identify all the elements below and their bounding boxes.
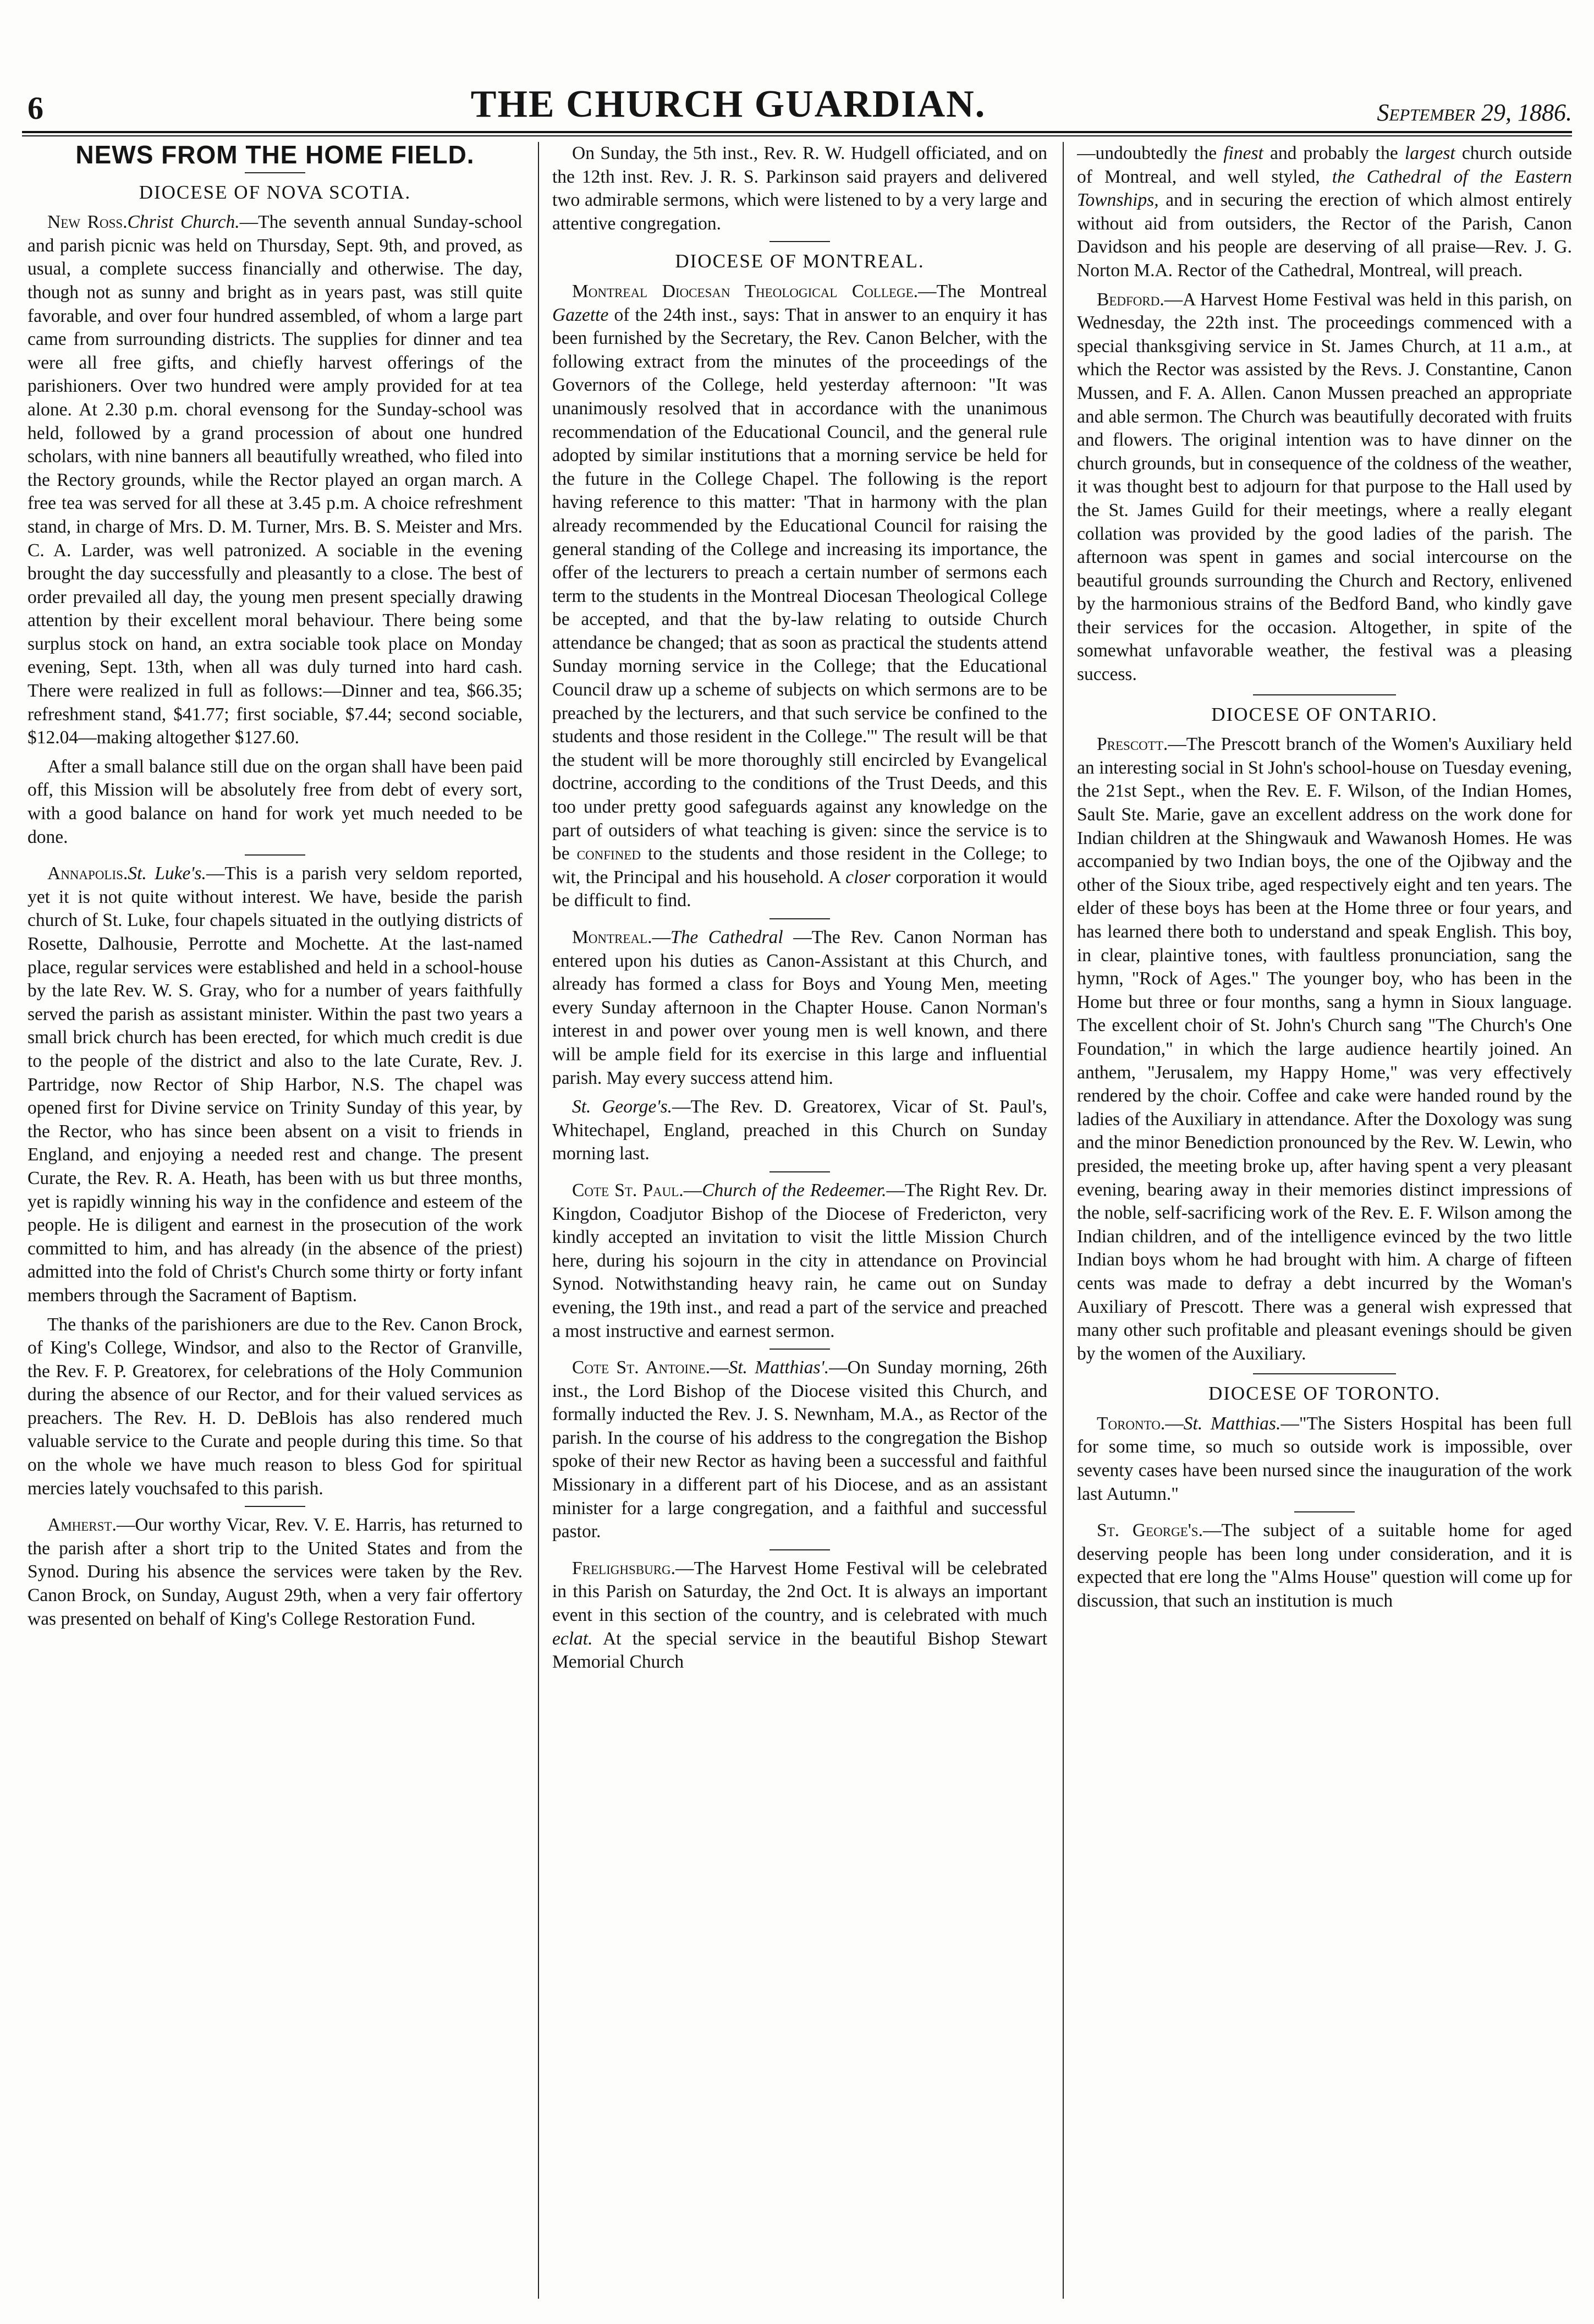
- article-rule: [769, 1549, 830, 1550]
- article-new-ross: [28, 211, 523, 750]
- masthead: [22, 65, 1572, 127]
- church-name: Church of the Redeemer.: [702, 1180, 887, 1201]
- place-name: New Ross.: [47, 212, 128, 233]
- diocese-heading-nova-scotia: DIOCESE OF NOVA SCOTIA.: [139, 181, 411, 203]
- column-3: [1077, 142, 1572, 2299]
- article-montreal-cathedral: Montreal.—The Cathedral —The Rev. Canon Norman has entered upon his duties as Canon-Assistant at this Church, and already has formed a class for Boys and Young Men, meeting every Sunday afternoon in the Chapter House. Canon Norman's interest in and power over young men is well known, and there will be ample field for its exercise in this large and influential parish. May every success attend him.: [552, 927, 1047, 1088]
- column-rule-1: [538, 142, 539, 2299]
- article-new-ross-continued: After a small balance still due on the organ shall have been paid off, this Mission will be absolutely free from debt of every sort, with a good balance on hand for work yet much needed to be done.: [28, 756, 523, 847]
- church-name: St. Luke's.: [128, 863, 206, 884]
- article-frelighsburg: Frelighsburg.—The Harvest Home Festival will be celebrated in this Parish on Saturday, the 2nd Oct. It is always an important event in this section of the country, and is celebrated with much eclat. At the special service in the beautiful Bishop Stewart Memorial Church: [552, 1558, 1047, 1673]
- article-rule: [769, 1171, 830, 1172]
- place-name: Cote St. Antoine.: [572, 1357, 710, 1378]
- place-name: Cote St. Paul.: [572, 1180, 684, 1201]
- paper-title: THE CHURCH GUARDIAN.: [470, 83, 986, 125]
- masthead-rule-thin: [22, 135, 1572, 136]
- place-name: Bedford.: [1097, 289, 1164, 310]
- place-name: Frelighsburg.: [572, 1558, 676, 1578]
- column-2: [552, 142, 1047, 2299]
- article-rule: [1253, 1373, 1396, 1374]
- masthead-rule: [22, 131, 1572, 133]
- place-name: Montreal.: [572, 927, 652, 947]
- article-text: —The seventh annual Sunday-school and parish picnic was held on Thursday, Sept. 9th, and proved, as usual, a complete success financially and otherwise. The day, though not as sunny and bright as in years past, was still quite favorable, and over four hundred assembled, of whom a large part came from surrounding districts. The supplies for dinner and tea were all free gifts, and chiefly harvest offerings of the parishioners. Over two hundred were amply provided for at tea alone. At 2.30 p.m. choral evensong for the Sunday-school was held, followed by a grand procession of about one hundred scholars, with nine banners all beautifully wreathed, who filed into the Rectory grounds, while the Rector played an organ march. A free tea was served for all these at 3.45 p.m. A choice refreshment stand, in charge of Mrs. D. M. Turner, Mrs. B. S. Meister and Mrs. C. A. Larder, was well patronized. A sociable in the evening brought the day successfully and pleasantly to a close. The best of order prevailed all day, the young men present specially drawing attention by their excellent moral behaviour. There being some surplus stock on hand, an extra sociable took place on Monday evening, Sept. 13th, when all was duly turned into hard cash. There were realized in full as follows:—Dinner and tea, $66.35; refreshment stand, $41.77; first sociable, $7.44; second sociable, $12.04—making altogether $127.60.: [28, 212, 523, 748]
- article-text: —This is a parish very seldom reported, yet it is not quite without interest. We have, beside the parish church of St. Luke, four chapels situated in the outlying districts of Rosette, Dalhousie, Perrotte and Mochette. At the last-named place, regular services were established and held in a school-house by the late Rev. W. S. Gray, who for a number of years faithfully served the parish as assistant minister. Within the past two years a small brick church has been erected, for which much credit is due to the people of the district and also to the late Curate, Rev. J. Partridge, now Rector of Ship Harbor, N.S. The chapel was opened first for Divine service on Trinity Sunday of this year, by the Rector, who has since been absent on a visit to friends in England, and enjoying a needed rest and change. The present Curate, the Rev. R. A. Heath, has been with us but three months, yet is rapidly winning his way in the confidence and esteem of the people. He is diligent and earnest in the prosecution of the work committed to him, and has already (in the absence of the priest) admitted into the fold of Christ's Church some thirty or forty infant members through the Sacrament of Baptism.: [28, 863, 523, 1306]
- article-bedford: [1077, 288, 1572, 687]
- article-text: —The Rev. Canon Norman has entered upon his duties as Canon-Assistant at this Church, and already has formed a class for Boys and Young Men, meeting every Sunday afternoon in the Chapter House. Canon Norman's interest in and power over young men is well known, and there will be ample field for its exercise in this large and influential parish. May every success attend him.: [552, 927, 1047, 1088]
- article-toronto: Toronto.—St. Matthias.—"The Sisters Hospital has been full for some time, so much so outside work is impossible, over seventy cases have been nursed since the inauguration of the work last Autumn.": [1077, 1413, 1572, 1504]
- diocese-heading-toronto: DIOCESE OF TORONTO.: [1208, 1383, 1441, 1405]
- article-st-georges-toronto: [1077, 1519, 1572, 1613]
- article-rule: [1294, 1511, 1355, 1512]
- article-text: —The Right Rev. Dr. Kingdon, Coadjutor Bishop of the Diocese of Fredericton, very kindly accepted an invitation to visit the little Mission Church here, during his sojourn in the city in attendance on Provincial Synod. Notwithstanding heavy rain, he came out on Sunday evening, the 19th inst., and read a part of the service and preached a most instructive and earnest sermon.: [552, 1180, 1047, 1341]
- article-text: —The Prescott branch of the Women's Auxiliary held an interesting social in St John's school-house on Tuesday evening, the 21st Sept., when the Rev. E. F. Wilson, of the Indian Homes, Sault Ste. Marie, gave an excellent address on the work done for Indian children at the Shingwauk and Wawanosh Homes. He was accompanied by two Indian boys, the one of the Ojibway and the other of the Sioux tribe, aged respectively eight and ten years. The elder of these boys has been at the Home three or four years, and has learned there both to understand and speak English. This boy, in clear, plaintive tones, with faultless pronunciation, sang the hymn, "Rock of Ages." The younger boy, who has been in the Home but three or four months, sang a hymn in Sioux language. The excellent choir of St. John's Church sang "The Church's One Foundation," in which the large audience heartily joined. An anthem, "Jerusalem, my Happy Home," was very effectively rendered by the choir. Coffee and cake were handed round by the ladies of the Auxiliary in attendance. After the Doxology was sung and the minor Benediction pronounced by the Rev. W. Lewin, who presided, the meeting broke up, after having spent a very pleasant evening, bearing away in their memories distinct impressions of the noble, self-sacrificing work of the Rev. E. F. Wilson among the Indian children, and of the intelligence evinced by the two little Indian boys whom he had brought with him. A charge of fifteen cents was made to defray a debt incurred by the Woman's Auxiliary of Prescott. There was a general wish expressed that many other such profitable and pleasant evenings should be given by the women of the Auxiliary.: [1077, 734, 1572, 1364]
- article-rule: [769, 241, 830, 242]
- article-intro: On Sunday, the 5th inst., Rev. R. W. Hudgell officiated, and on the 12th inst. Rev. J. R. S. Parkinson said prayers and delivered two admirable sermons, which were listened to by a very large and attentive congregation.: [552, 143, 1047, 234]
- church-name: St. George's.: [572, 1097, 673, 1117]
- diocese-heading-ontario: DIOCESE OF ONTARIO.: [1211, 703, 1438, 725]
- place-name: St. George's.: [1097, 1520, 1203, 1541]
- article-text: —On Sunday morning, 26th inst., the Lord Bishop of the Diocese visited this Church, and formally inducted the Rev. J. S. Newnham, M.A., as Rector of the parish. In the course of his address to the congregation the Bishop spoke of their new Rector as having been a successful and faithful Missionary in a different part of his Diocese, and as an assistant minister for a large congregation, and a faithful and successful pastor.: [552, 1357, 1047, 1542]
- diocese-heading-montreal: DIOCESE OF MONTREAL.: [675, 250, 925, 272]
- article-prescott: [1077, 733, 1572, 1366]
- article-text: —Our worthy Vicar, Rev. V. E. Harris, has returned to the parish after a short trip to the United States and from the Synod. During his absence the services were taken by the Rev. Canon Brock, on Sunday, August 29th, when a very fair offertory was presented on behalf of King's College Restoration Fund.: [28, 1515, 523, 1629]
- place-name: Prescott.: [1097, 734, 1168, 755]
- article-rule: [769, 1349, 830, 1350]
- article-theological-college: Montreal Diocesan Theological College.—The Montreal Gazette of the 24th inst., says: That in answer to an enquiry it has been furnished by the Secretary, the Rev. Canon Belcher, with the following extract from the minutes of the proceedings of the Governors of the College, held yesterday afternoon: "It was unanimously resolved that in accordance with the unanimous recommendation of the Educational Council, and the general rule adopted by similar institutions that a morning service be held for the future in the College Chapel. The following is the report having reference to this matter: 'That in harmony with the plan already recommended by the Educational Council for raising the general standing of the College and increasing its importance, the offer of the lecturers to preach a certain number of sermons each term to the students in the Montreal Diocesan Theological College be accepted, and that the by-law relating to outside Church attendance be changed; that as soon as practical the students attend Sunday morning service in the College; that the Educational Council draw up a scheme of subjects on which sermons are to be preached by the lecturers, and that such service be confined to the students and those resident in the College.'" The result will be that the student will be more thoroughly still encircled by Evangelical doctrine, according to the conditions of the Trust Deeds, and this too under pretty good safeguards against any knowledge on the part of outsiders of what teaching is given: since the service is to be confined to the students and those resident in the College; to wit, the Principal and his household. A closer corporation it would be difficult to find.: [552, 281, 1047, 911]
- church-name: The Cathedral: [670, 927, 783, 947]
- article-rule: [1253, 694, 1396, 695]
- place-name: Annapolis.: [47, 863, 128, 884]
- issue-date: September 29, 1886.: [1377, 99, 1572, 126]
- column-1: [28, 142, 523, 2299]
- article-amherst: [28, 1514, 523, 1631]
- place-name: Amherst.: [47, 1515, 117, 1536]
- article-rule: [245, 854, 305, 856]
- church-name: St. Matthias'.: [728, 1357, 829, 1378]
- article-frelighsburg-continued: —undoubtedly the finest and probably the largest church outside of Montreal, and well styled, the Cathedral of the Eastern Townships, and in securing the erection of which almost entirely without aid from outsiders, the Rector of the Parish, Canon Davidson and his people are deserving of all praise—Rev. J. G. Norton M.A. Rector of the Cathedral, Montreal, will preach.: [1077, 143, 1572, 281]
- article-rule: [245, 1506, 305, 1507]
- article-text: —A Harvest Home Festival was held in this parish, on Wednesday, the 22th inst. The proceedings commenced with a special thanksgiving service in St. James Church, at 11 a.m., at which the Rector was assisted by the Revs. J. Constantine, Canon Mussen, and F. A. Allen. Canon Mussen preached an appropriate and able sermon. The Church was beautifully decorated with fruits and flowers. The original intention was to have dinner on the church grounds, but in consequence of the coldness of the weather, it was thought best to adjourn for that purpose to the Hall used by the St. James Guild for their meetings, where a really elegant collation was provided by the good ladies of the parish. The afternoon was spent in games and social intercourse on the beautiful grounds surrounding the Church and Rectory, enlivened by the harmonious strains of the Bedford Band, who kindly gave their services for the occasion. Altogether, in spite of the somewhat unfavorable weather, the festival was a pleasing success.: [1077, 289, 1572, 685]
- article-cote-st-paul: Cote St. Paul.—Church of the Redeemer.—The Right Rev. Dr. Kingdon, Coadjutor Bishop of the Diocese of Fredericton, very kindly accepted an invitation to visit the little Mission Church here, during his sojourn in the city in attendance on Provincial Synod. Notwithstanding heavy rain, he came out on Sunday evening, the 19th inst., and read a part of the service and preached a most instructive and earnest sermon.: [552, 1180, 1047, 1341]
- column-rule-2: [1063, 142, 1064, 2299]
- article-st-georges: [552, 1095, 1047, 1166]
- article-cote-st-antoine: Cote St. Antoine.—St. Matthias'.—On Sunday morning, 26th inst., the Lord Bishop of the Diocese visited this Church, and formally inducted the Rev. J. S. Newnham, M.A., as Rector of the parish. In the course of his address to the congregation the Bishop spoke of their new Rector as having been a successful and faithful Missionary in a different part of his Diocese, and as an assistant minister for a large congregation, and a faithful and successful pastor.: [552, 1357, 1047, 1542]
- article-annapolis: [28, 862, 523, 1307]
- place-name: Toronto.: [1097, 1413, 1166, 1434]
- section-rule: [245, 172, 305, 173]
- place-name: Montreal Diocesan Theological College.: [572, 281, 918, 302]
- article-annapolis-continued: The thanks of the parishioners are due to the Rev. Canon Brock, of King's College, Windsor, and also to the Rector of Granville, the Rev. F. P. Greatorex, for celebrations of the Holy Communion during the absence of our Rector, and for their valued services as preachers. The Rev. H. D. DeBlois has also rendered much valuable service to the Curate and people during this time. So that on the whole we have much reason to bless God for spiritual mercies lately vouchsafed to this parish.: [28, 1314, 523, 1499]
- article-rule: [769, 918, 830, 919]
- article-text: —The subject of a suitable home for aged deserving people has been long under consideration, and it is expected that ere long the "Alms House" question will come up for discussion, that such an institution is much: [1077, 1520, 1572, 1612]
- church-name: Christ Church.: [127, 212, 240, 233]
- article-text: —The Rev. D. Greatorex, Vicar of St. Paul's, Whitechapel, England, preached in this Church on Sunday morning last.: [552, 1097, 1047, 1164]
- page-number: 6: [28, 90, 43, 126]
- section-title: NEWS FROM THE HOME FIELD.: [75, 142, 475, 169]
- article-text: —"The Sisters Hospital has been full for some time, so much so outside work is impossible, over seventy cases have been nursed since the inauguration of the work last Autumn.": [1077, 1413, 1572, 1504]
- church-name: St. Matthias.: [1183, 1413, 1281, 1434]
